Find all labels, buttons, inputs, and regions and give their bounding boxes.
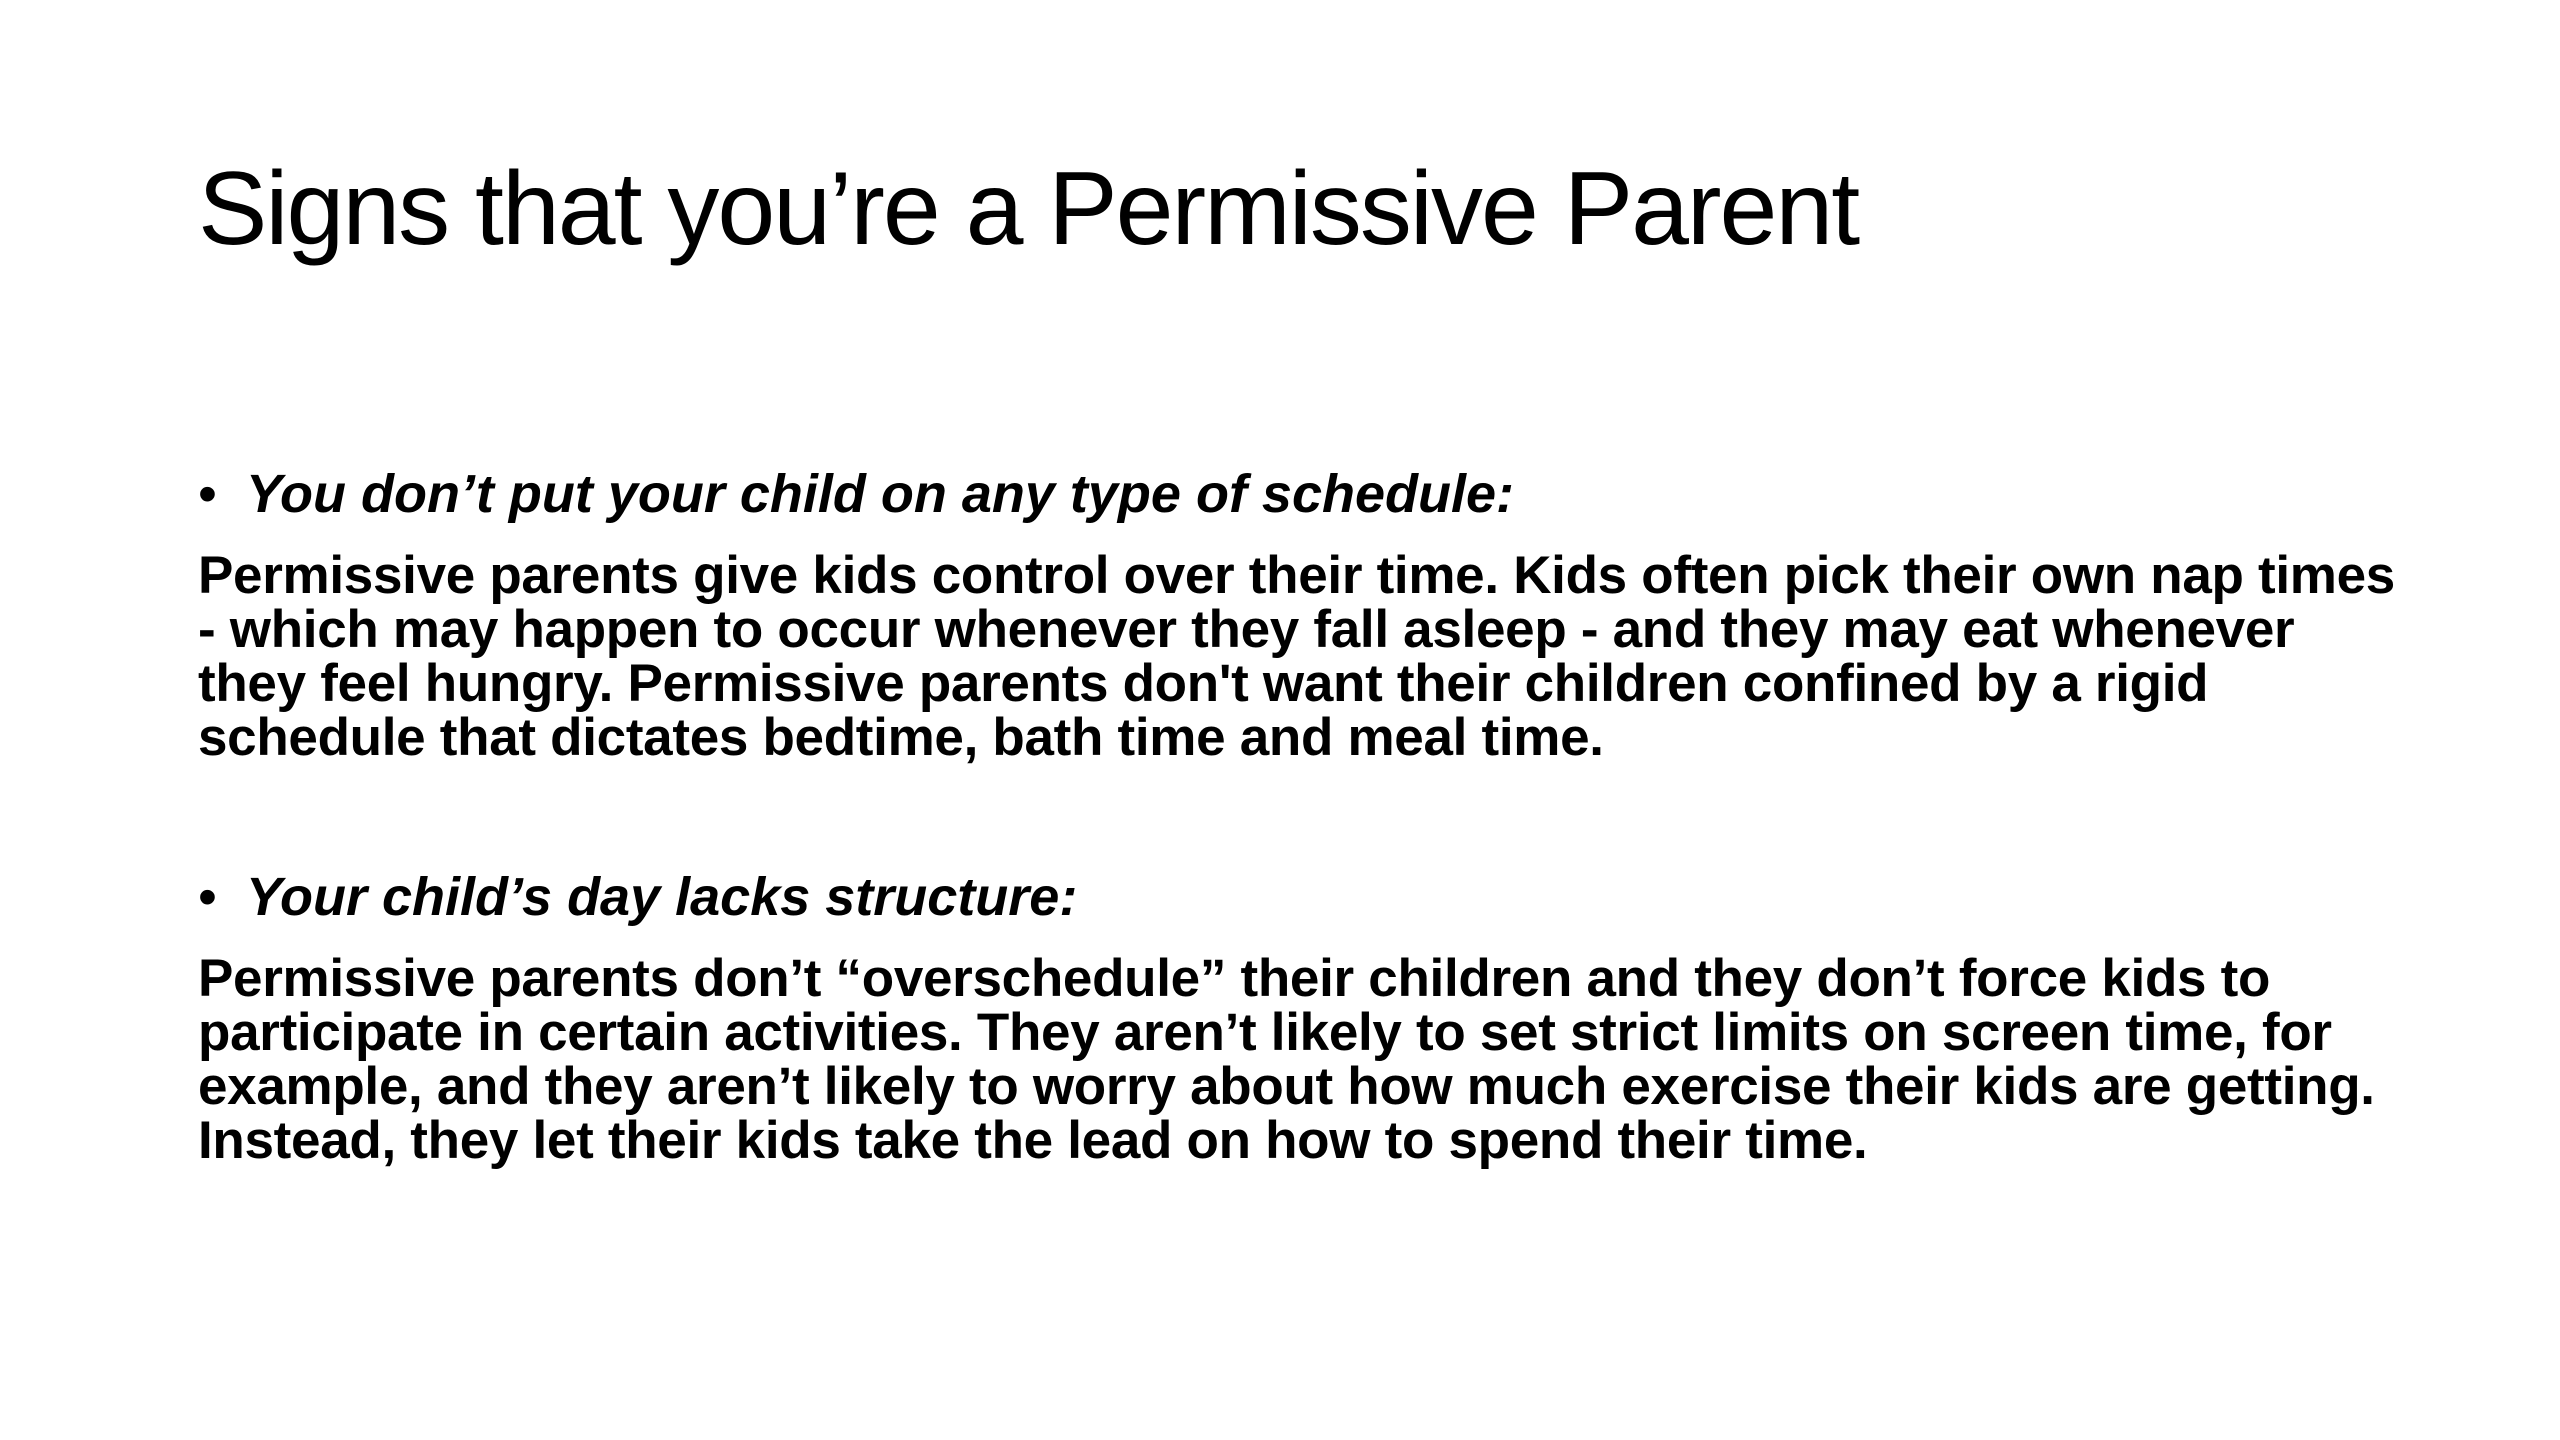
bullet-heading-text: You don’t put your child on any type of schedule:: [246, 464, 1514, 524]
section-spacer: [198, 765, 2398, 865]
bullet-heading-schedule: [198, 462, 2398, 527]
slide-title: Signs that you’re a Permissive Parent: [198, 151, 1859, 267]
bullet-heading-text: Your child’s day lacks structure:: [246, 866, 1078, 927]
paragraph-structure: Permissive parents don’t “overschedule” their children and they don’t force kids to participate in certain activities. They aren’t likely to set strict limits on screen time, for example, and they aren’t likely to worry about how much exercise their kids are getting. Instead, they let their kids take the lead on how to spend their time.: [198, 948, 2375, 1170]
bullet-dot-icon: •: [198, 866, 217, 927]
bullet-heading-structure: [198, 865, 2398, 930]
paragraph-schedule: Permissive parents give kids control over their time. Kids often pick their own nap times - which may happen to occur whenever they fall asleep - and they may eat whenever they feel hungry. Permissive parents don't want their children confined by a rigid schedule that dictates bedtime, bath time and meal time.: [198, 545, 2395, 767]
bullet-dot-icon: •: [198, 464, 217, 524]
slide-content: [198, 462, 2398, 1168]
